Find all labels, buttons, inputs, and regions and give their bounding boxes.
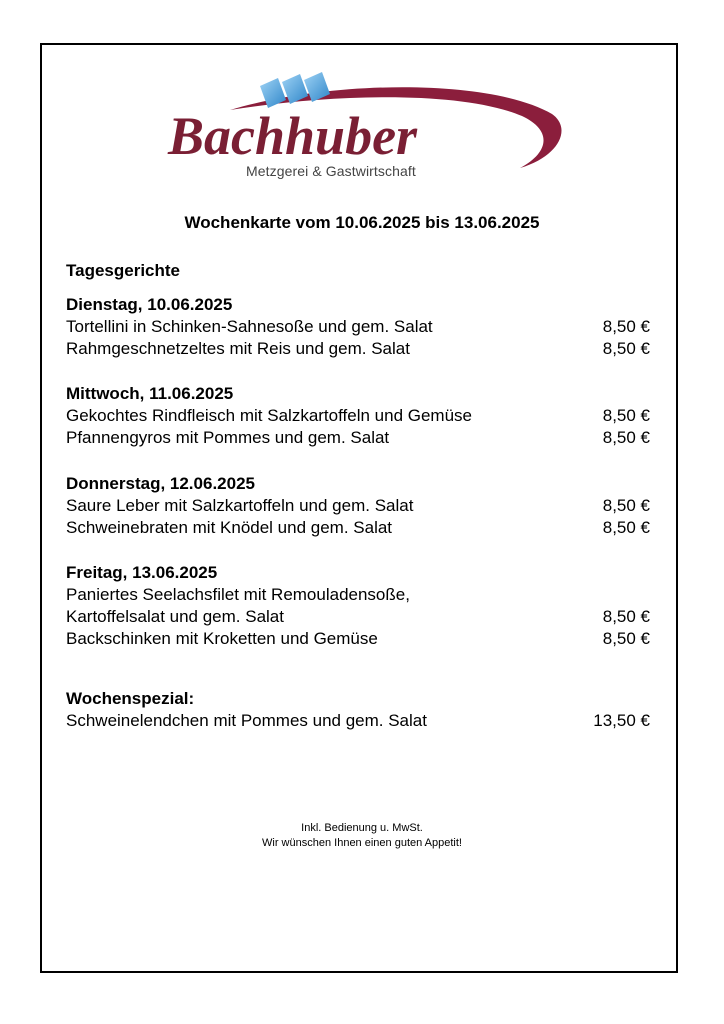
- special-heading: Wochenspezial:: [66, 689, 195, 708]
- dish-row: [66, 518, 650, 540]
- dish-name: Saure Leber mit Salzkartoffeln und gem. Salat: [66, 496, 414, 515]
- dish-name: Tortellini in Schinken-Sahnesoße und gem. Salat: [66, 317, 433, 336]
- tagesgerichte-heading: Tagesgerichte: [66, 261, 181, 280]
- dish-name: Gekochtes Rindfleisch mit Salzkartoffeln und Gemüse: [66, 406, 472, 425]
- dish-row: [66, 496, 650, 518]
- day-heading-freitag: Freitag, 13.06.2025: [66, 563, 218, 582]
- page-title: Wochenkarte vom 10.06.2025 bis 13.06.2025: [184, 213, 540, 232]
- dish-price: 8,50 €: [602, 629, 650, 648]
- special-dish-name: Schweinelendchen mit Pommes und gem. Salat: [66, 711, 427, 730]
- dish-price: 8,50 €: [602, 339, 650, 358]
- logo-tiles: [260, 72, 330, 108]
- dish-price: 8,50 €: [602, 428, 650, 447]
- dish-price: 8,50 €: [602, 518, 650, 537]
- dish-name: Backschinken mit Kroketten und Gemüse: [66, 629, 378, 648]
- logo-subtitle: Metzgerei & Gastwirtschaft: [246, 163, 416, 179]
- dish-row: [66, 317, 650, 339]
- day-heading-mittwoch: Mittwoch, 11.06.2025: [66, 384, 234, 403]
- dish-name: Rahmgeschnetzeltes mit Reis und gem. Salat: [66, 339, 410, 358]
- dish-price: 8,50 €: [602, 317, 650, 336]
- dish-row: [66, 406, 650, 428]
- dish-row: [66, 339, 650, 361]
- special-row: [66, 711, 650, 733]
- dish-row: [66, 428, 650, 450]
- dish-price: 8,50 €: [602, 406, 650, 425]
- footer-greeting: Wir wünschen Ihnen einen guten Appetit!: [262, 837, 462, 849]
- dish-row: [66, 629, 650, 651]
- dish-name: Kartoffelsalat und gem. Salat: [66, 607, 284, 626]
- dish-row: [66, 607, 650, 629]
- footer-tax-note: Inkl. Bedienung u. MwSt.: [301, 822, 423, 834]
- dish-row: [66, 585, 650, 607]
- dish-price: 8,50 €: [602, 496, 650, 515]
- dish-name: Schweinebraten mit Knödel und gem. Salat: [66, 518, 393, 537]
- dish-name: Paniertes Seelachsfilet mit Remouladensoße,: [66, 585, 410, 604]
- day-heading-dienstag: Dienstag, 10.06.2025: [66, 295, 233, 314]
- dish-price: 8,50 €: [602, 607, 650, 626]
- special-dish-price: 13,50 €: [593, 711, 650, 730]
- logo-brand-text: Bachhuber: [168, 106, 418, 166]
- day-heading-donnerstag: Donnerstag, 12.06.2025: [66, 474, 255, 493]
- dish-name: Pfannengyros mit Pommes und gem. Salat: [66, 428, 390, 447]
